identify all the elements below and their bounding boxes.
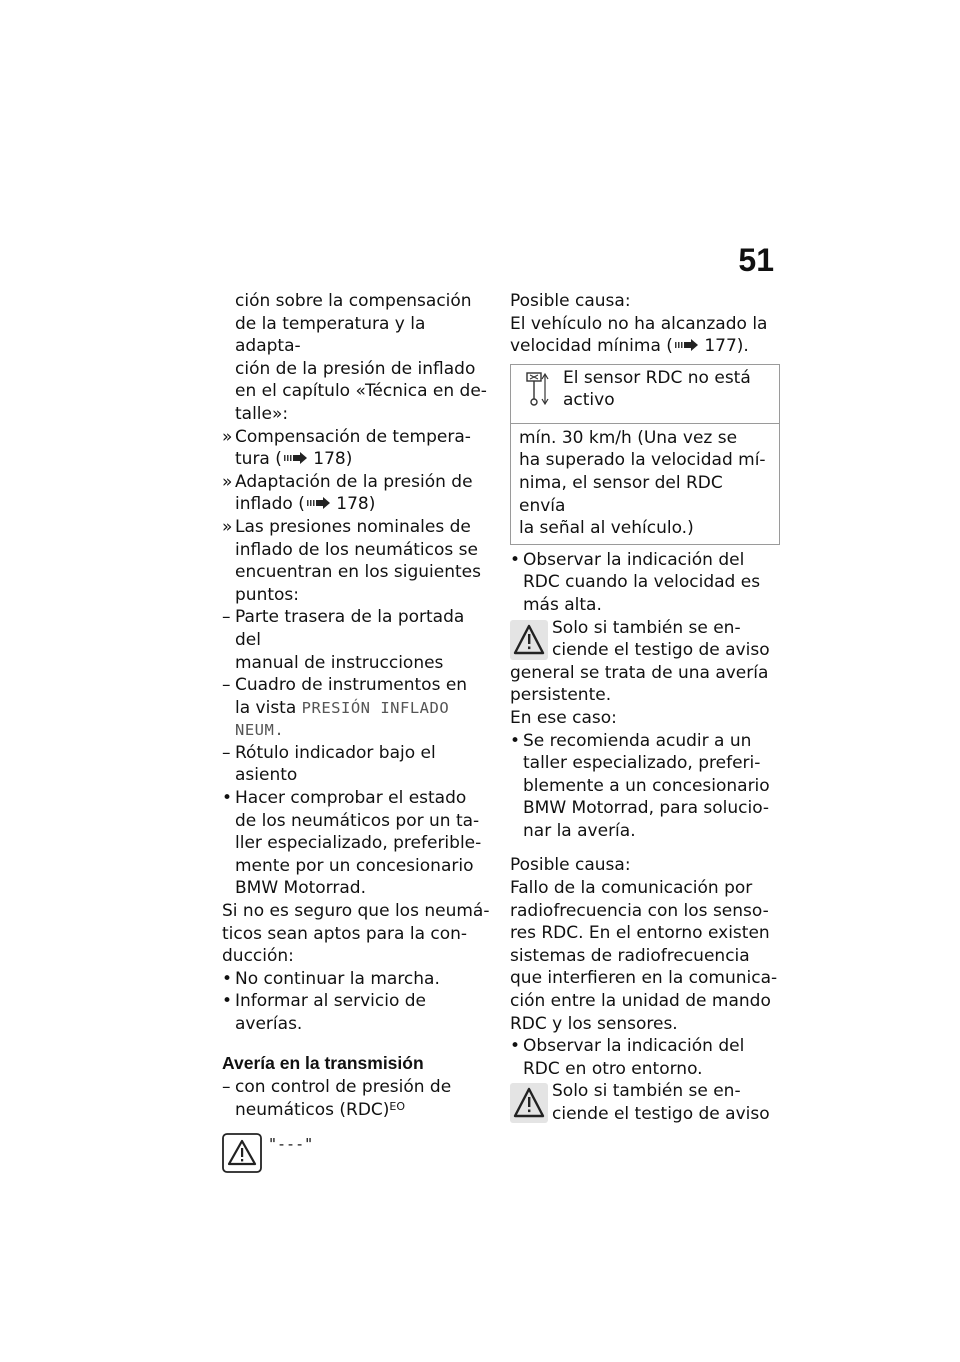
arrow-item-temperature: » Compensación de tempera- tura ( 178) xyxy=(222,426,471,470)
dash-item-rdc: – con control de presión de neumáticos (RDC)$^{EO}$ xyxy=(222,1077,452,1120)
display-view-name: PRESIÓN INFLADO xyxy=(301,698,450,717)
tyre-pressure-icon xyxy=(525,371,551,407)
display-view-name: NEUM. xyxy=(235,721,285,740)
section-heading: Avería en la transmisión xyxy=(222,1052,424,1073)
dash-marker: – xyxy=(222,742,231,763)
warning-note: Solo si también se en- ciende el testigo de aviso xyxy=(510,1080,782,1125)
indicator-box-body: mín. 30 km/h (Una vez se ha superado la velocidad mí- nima, el sensor del RDC envía la señal al vehículo.) xyxy=(519,427,766,539)
warning-display-block xyxy=(222,1133,494,1181)
display-code: "---" xyxy=(268,1135,314,1154)
dash-item-cover: – Parte trasera de la portada del manual de instrucciones xyxy=(222,607,465,673)
warning-note: Solo si también se en- ciende el testigo de aviso xyxy=(510,617,782,662)
case-label: En ese caso: xyxy=(510,707,617,728)
bullet-marker: • xyxy=(510,549,521,570)
indicator-box xyxy=(510,364,780,545)
optional-equipment-mark: EO xyxy=(389,1099,406,1113)
bullet-item-stop: • No continuar la marcha. xyxy=(222,968,440,989)
page-reference-icon[interactable] xyxy=(673,338,699,352)
dash-marker: – xyxy=(222,607,231,628)
right-column xyxy=(510,290,782,1126)
unsafe-tyres-paragraph: Si no es seguro que los neumá- ticos sean aptos para la con- ducción: xyxy=(222,901,490,967)
bullet-marker: • xyxy=(510,730,521,751)
cause-paragraph: El vehículo no ha alcanzado la velocidad mínima ( 177). xyxy=(510,313,768,357)
warning-light-icon xyxy=(510,620,548,660)
bullet-marker: • xyxy=(222,968,233,989)
bullet-item-check-tyres: • Hacer comprobar el estado de los neumáticos por un ta- ller especializado, preferible- mente por un concesionario BMW Motorrad. xyxy=(222,788,482,899)
page-reference[interactable]: 178) xyxy=(313,449,353,470)
warning-triangle-icon xyxy=(222,1133,262,1173)
indicator-box-header: El sensor RDC no está activo xyxy=(511,365,779,424)
cause-paragraph: Fallo de la comunicación por radiofrecuencia con los senso- res RDC. En el entorno existen sistemas de radiofrecuencia que interfieren en la comunica- ción entre la unidad de mando RDC y los sensores. xyxy=(510,878,778,1034)
page-reference-icon[interactable] xyxy=(282,451,308,465)
bullet-item-observe: • Observar la indicación del RDC cuando la velocidad es más alta. xyxy=(510,549,761,615)
warning-note-continued: general se trata de una avería persistente. xyxy=(510,662,769,706)
arrow-marker: » xyxy=(222,516,233,537)
page-reference-icon[interactable] xyxy=(305,496,331,510)
dash-item-instruments: – Cuadro de instrumentos en la vista PRESIÓN INFLADO NEUM. xyxy=(222,675,468,740)
left-column xyxy=(222,290,494,1181)
bullet-marker: • xyxy=(222,991,233,1012)
intro-paragraph: ción sobre la compensación de la temperatura y la adapta- ción de la presión de inflado en el capítulo «Técnica en de- talle»: xyxy=(235,291,487,424)
bullet-item-workshop: • Se recomienda acudir a un taller especializado, preferi- blemente a un concesionario BMW Motorrad, para solucio- nar la avería. xyxy=(510,730,770,841)
page-reference[interactable]: 177). xyxy=(704,336,749,357)
dash-marker: – xyxy=(222,1077,231,1098)
arrow-item-nominal: » Las presiones nominales de inflado de los neumáticos se encuentran en los siguientes puntos: xyxy=(222,516,481,605)
page-number: 51 xyxy=(738,242,774,278)
cause-title: Posible causa: xyxy=(510,855,631,876)
warning-light-icon xyxy=(510,1083,548,1123)
bullet-marker: • xyxy=(510,1036,521,1057)
arrow-marker: » xyxy=(222,471,233,492)
dash-item-label: – Rótulo indicador bajo el asiento xyxy=(222,742,436,786)
arrow-item-inflation: » Adaptación de la presión de inflado ( 178) xyxy=(222,471,473,515)
dash-marker: – xyxy=(222,675,231,696)
cause-title: Posible causa: xyxy=(510,291,631,311)
bullet-item-breakdown-service: • Informar al servicio de averías. xyxy=(222,991,426,1034)
bullet-item-other-environment: • Observar la indicación del RDC en otro entorno. xyxy=(510,1036,745,1079)
page-reference[interactable]: 178) xyxy=(336,494,376,515)
arrow-marker: » xyxy=(222,426,233,447)
bullet-marker: • xyxy=(222,788,233,809)
